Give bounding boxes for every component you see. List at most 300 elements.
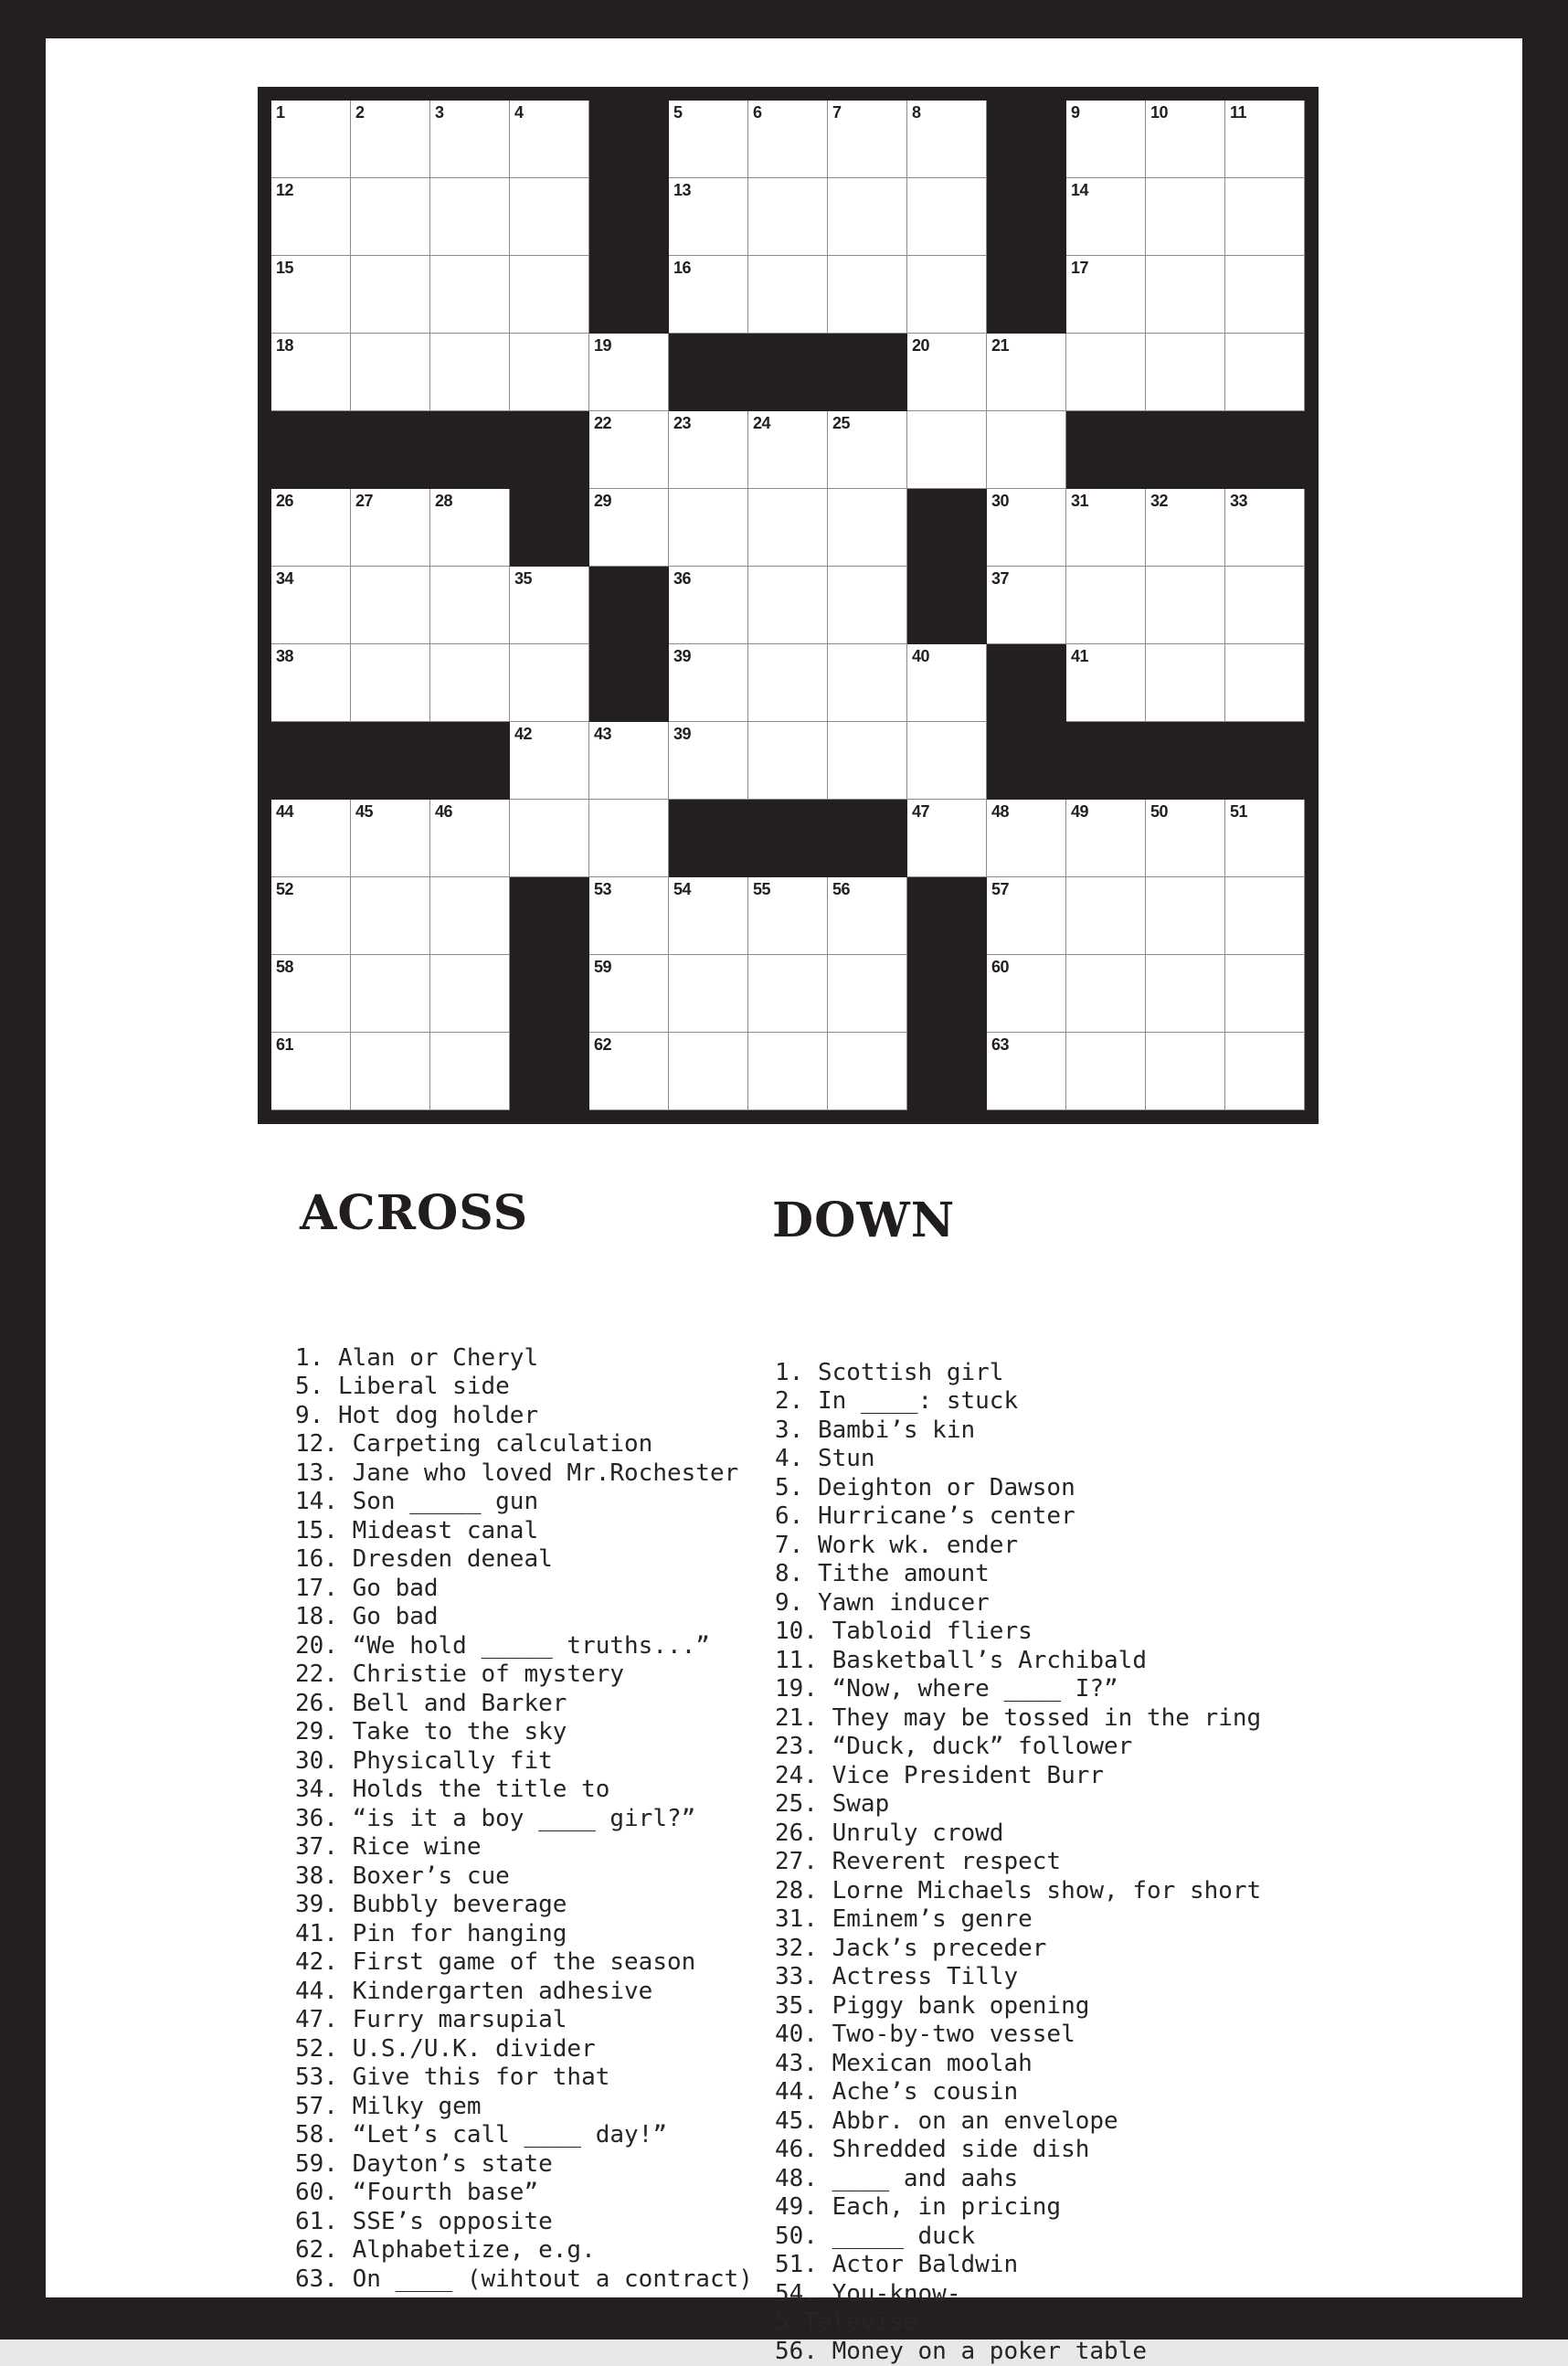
grid-cell-black	[987, 101, 1066, 178]
grid-cell[interactable]	[1066, 800, 1146, 877]
cell-number: 18	[276, 335, 293, 355]
down-clue-item: 10. Tabloid fliers	[775, 1618, 1261, 1647]
cell-number: 28	[435, 491, 452, 511]
cell-number: 53	[594, 879, 611, 899]
cell-number: 55	[753, 879, 770, 899]
grid-cell[interactable]	[987, 877, 1066, 955]
grid-cell[interactable]	[1225, 567, 1305, 644]
grid-cell-black	[430, 411, 510, 489]
grid-cell[interactable]	[1146, 1033, 1225, 1110]
grid-cell[interactable]	[907, 800, 987, 877]
across-clue-item: 16. Dresden deneal	[295, 1545, 753, 1575]
grid-cell-black	[1066, 722, 1146, 800]
grid-cell[interactable]	[669, 955, 748, 1033]
grid-cell-black	[589, 178, 669, 256]
grid-cell[interactable]	[1066, 955, 1146, 1033]
cell-number: 40	[912, 646, 929, 666]
grid-cell-black	[748, 800, 828, 877]
grid-cell[interactable]	[1066, 101, 1146, 178]
grid-cell[interactable]	[828, 489, 907, 567]
grid-cell[interactable]	[589, 955, 669, 1033]
grid-cell[interactable]	[430, 256, 510, 334]
down-heading: DOWN	[772, 1195, 955, 1247]
cell-number: 12	[276, 180, 293, 200]
cell-number: 8	[912, 102, 921, 122]
grid-cell[interactable]	[589, 722, 669, 800]
grid-cell[interactable]	[907, 644, 987, 722]
grid-cell[interactable]	[589, 411, 669, 489]
grid-cell-black	[987, 644, 1066, 722]
grid-cell[interactable]	[589, 334, 669, 411]
grid-cell[interactable]	[271, 800, 351, 877]
across-clue-item: 34. Holds the title to	[295, 1776, 753, 1805]
grid-cell-black	[907, 877, 987, 955]
cell-number: 32	[1150, 491, 1168, 511]
across-clue-item: 38. Boxer’s cue	[295, 1862, 753, 1892]
down-clue-item: 24. Vice President Burr	[775, 1762, 1261, 1791]
down-clue-item: 49. Each, in pricing	[775, 2193, 1261, 2223]
grid-cell[interactable]	[1225, 644, 1305, 722]
across-clue-item: 5. Liberal side	[295, 1373, 753, 1402]
grid-cell[interactable]	[1225, 877, 1305, 955]
grid-cell[interactable]	[907, 256, 987, 334]
grid-cell[interactable]	[1225, 1033, 1305, 1110]
grid-cell[interactable]	[271, 877, 351, 955]
cell-number: 10	[1150, 102, 1168, 122]
down-clue-item: 32. Jack’s preceder	[775, 1935, 1261, 1964]
grid-cell-black	[828, 334, 907, 411]
grid-cell[interactable]	[510, 101, 589, 178]
grid-cell[interactable]	[828, 567, 907, 644]
grid-cell[interactable]	[351, 256, 430, 334]
grid-cell[interactable]	[351, 955, 430, 1033]
cell-number: 59	[594, 957, 611, 977]
grid-cell[interactable]	[430, 955, 510, 1033]
cell-number: 5	[673, 102, 683, 122]
grid-cell[interactable]	[748, 489, 828, 567]
across-clue-item: 22. Christie of mystery	[295, 1660, 753, 1690]
cell-number: 47	[912, 801, 929, 822]
down-clue-item: 9. Yawn inducer	[775, 1589, 1261, 1618]
grid-cell-black	[1225, 722, 1305, 800]
grid-cell[interactable]	[271, 101, 351, 178]
grid-cell[interactable]	[351, 800, 430, 877]
cell-number: 36	[673, 568, 691, 589]
down-clue-item: 46. Shredded side dish	[775, 2136, 1261, 2165]
cell-number: 14	[1071, 180, 1088, 200]
grid-cell[interactable]	[1066, 567, 1146, 644]
grid-cell[interactable]	[987, 411, 1066, 489]
cell-number: 46	[435, 801, 452, 822]
cell-number: 17	[1071, 258, 1088, 278]
grid-cell[interactable]	[669, 877, 748, 955]
down-clue-item: 54. You-know-______	[775, 2280, 1261, 2309]
grid-cell-black	[351, 411, 430, 489]
cell-number: 60	[991, 957, 1009, 977]
grid-cell[interactable]	[510, 334, 589, 411]
cell-number: 23	[673, 413, 691, 433]
across-clue-item: 17. Go bad	[295, 1575, 753, 1604]
grid-cell[interactable]	[828, 256, 907, 334]
grid-cell[interactable]	[1146, 256, 1225, 334]
grid-cell[interactable]	[351, 1033, 430, 1110]
grid-cell-black	[510, 489, 589, 567]
grid-cell[interactable]	[1146, 877, 1225, 955]
down-clue-item: 50. _____ duck	[775, 2223, 1261, 2252]
down-clue-item: 23. “Duck, duck” follower	[775, 1733, 1261, 1762]
down-clue-item: 1. Scottish girl	[775, 1359, 1261, 1388]
grid-cell[interactable]	[1066, 334, 1146, 411]
grid-cell[interactable]	[271, 178, 351, 256]
across-clue-item: 13. Jane who loved Mr.Rochester	[295, 1459, 753, 1489]
grid-cell[interactable]	[589, 877, 669, 955]
down-clue-item: 35. Piggy bank opening	[775, 1992, 1261, 2021]
grid-cell-black	[510, 411, 589, 489]
cell-number: 38	[276, 646, 293, 666]
grid-cell[interactable]	[669, 489, 748, 567]
grid-cell[interactable]	[748, 101, 828, 178]
across-clue-list	[295, 1257, 753, 2294]
across-clue-item: 53. Give this for that	[295, 2064, 753, 2093]
grid-cell[interactable]	[748, 411, 828, 489]
grid-cell[interactable]	[669, 178, 748, 256]
grid-cell[interactable]	[907, 178, 987, 256]
grid-cell[interactable]	[1146, 955, 1225, 1033]
grid-cell[interactable]	[828, 411, 907, 489]
cell-number: 27	[355, 491, 373, 511]
cell-number: 35	[514, 568, 532, 589]
grid-cell[interactable]	[430, 1033, 510, 1110]
grid-cell[interactable]	[669, 722, 748, 800]
across-clue-item: 14. Son _____ gun	[295, 1488, 753, 1517]
grid-cell[interactable]	[430, 567, 510, 644]
grid-cell[interactable]	[351, 877, 430, 955]
crossword-grid	[271, 101, 1305, 1110]
cell-number: 2	[355, 102, 365, 122]
cell-number: 42	[514, 724, 532, 744]
down-clue-list	[775, 1272, 1261, 2366]
grid-cell[interactable]	[669, 411, 748, 489]
across-clue-item: 61. SSE’s opposite	[295, 2208, 753, 2237]
grid-cell[interactable]	[828, 877, 907, 955]
cell-number: 63	[991, 1034, 1009, 1055]
grid-cell[interactable]	[1225, 955, 1305, 1033]
cell-number: 31	[1071, 491, 1088, 511]
cell-number: 61	[276, 1034, 293, 1055]
across-clue-item: 62. Alphabetize, e.g.	[295, 2236, 753, 2265]
down-clue-item: 2. In ____: stuck	[775, 1387, 1261, 1416]
across-heading: ACROSS	[300, 1188, 528, 1239]
grid-cell[interactable]	[271, 567, 351, 644]
grid-cell[interactable]	[748, 644, 828, 722]
grid-cell[interactable]	[1066, 877, 1146, 955]
grid-cell[interactable]	[351, 644, 430, 722]
grid-cell[interactable]	[1066, 489, 1146, 567]
cell-number: 44	[276, 801, 293, 822]
grid-cell-black	[748, 334, 828, 411]
down-clue-item: 19. “Now, where ____ I?”	[775, 1675, 1261, 1704]
grid-cell[interactable]	[589, 1033, 669, 1110]
cell-number: 7	[832, 102, 842, 122]
down-clue-item: 33. Actress Tilly	[775, 1963, 1261, 1992]
cell-number: 51	[1230, 801, 1247, 822]
cell-number: 50	[1150, 801, 1168, 822]
grid-cell-black	[589, 256, 669, 334]
grid-cell-black	[1066, 411, 1146, 489]
grid-cell[interactable]	[987, 955, 1066, 1033]
grid-cell-black	[669, 800, 748, 877]
down-clue-item: 27. Reverent respect	[775, 1848, 1261, 1877]
grid-cell[interactable]	[510, 178, 589, 256]
grid-cell[interactable]	[669, 256, 748, 334]
down-clue-item: 26. Unruly crowd	[775, 1820, 1261, 1849]
down-clue-item: 56. Money on a poker table	[775, 2338, 1261, 2366]
grid-cell[interactable]	[1066, 256, 1146, 334]
grid-cell[interactable]	[1225, 178, 1305, 256]
grid-cell[interactable]	[510, 800, 589, 877]
across-clue-item: 63. On ____ (wihtout a contract)	[295, 2265, 753, 2295]
grid-cell-black	[907, 489, 987, 567]
grid-cell[interactable]	[430, 644, 510, 722]
cell-number: 19	[594, 335, 611, 355]
across-clue-item: 9. Hot dog holder	[295, 1402, 753, 1431]
down-clue-item: 5 Televise	[775, 2308, 1261, 2338]
grid-cell[interactable]	[1146, 800, 1225, 877]
grid-cell[interactable]	[669, 1033, 748, 1110]
grid-cell[interactable]	[351, 178, 430, 256]
grid-cell-black	[907, 567, 987, 644]
grid-cell[interactable]	[669, 644, 748, 722]
grid-cell[interactable]	[907, 101, 987, 178]
cell-number: 33	[1230, 491, 1247, 511]
grid-cell[interactable]	[1225, 256, 1305, 334]
grid-cell[interactable]	[1066, 178, 1146, 256]
down-clue-item: 8. Tithe amount	[775, 1560, 1261, 1589]
cell-number: 37	[991, 568, 1009, 589]
grid-cell-black	[510, 955, 589, 1033]
grid-cell[interactable]	[430, 101, 510, 178]
grid-cell[interactable]	[430, 178, 510, 256]
across-clue-item: 37. Rice wine	[295, 1833, 753, 1862]
grid-cell[interactable]	[271, 644, 351, 722]
cell-number: 15	[276, 258, 293, 278]
across-clue-item: 39. Bubbly beverage	[295, 1891, 753, 1920]
cell-number: 9	[1071, 102, 1080, 122]
across-clue-item: 1. Alan or Cheryl	[295, 1344, 753, 1374]
grid-cell-black	[271, 411, 351, 489]
grid-cell[interactable]	[430, 877, 510, 955]
grid-cell-black	[907, 955, 987, 1033]
cell-number: 4	[514, 102, 524, 122]
cell-number: 25	[832, 413, 850, 433]
grid-cell-black	[907, 1033, 987, 1110]
down-clue-item: 4. Stun	[775, 1445, 1261, 1474]
grid-cell[interactable]	[828, 101, 907, 178]
grid-cell[interactable]	[987, 800, 1066, 877]
across-clue-item: 57. Milky gem	[295, 2093, 753, 2122]
grid-cell[interactable]	[828, 644, 907, 722]
grid-cell[interactable]	[1225, 489, 1305, 567]
grid-cell[interactable]	[1225, 101, 1305, 178]
cell-number: 24	[753, 413, 770, 433]
cell-number: 54	[673, 879, 691, 899]
cell-number: 43	[594, 724, 611, 744]
down-clue-item: 44. Ache’s cousin	[775, 2078, 1261, 2107]
cell-number: 20	[912, 335, 929, 355]
across-clue-item: 42. First game of the season	[295, 1948, 753, 1978]
grid-cell[interactable]	[271, 489, 351, 567]
grid-cell-black	[987, 178, 1066, 256]
grid-cell[interactable]	[987, 1033, 1066, 1110]
across-clue-item: 12. Carpeting calculation	[295, 1430, 753, 1459]
cell-number: 3	[435, 102, 444, 122]
grid-cell-black	[589, 101, 669, 178]
grid-cell[interactable]	[907, 722, 987, 800]
grid-cell-black	[1225, 411, 1305, 489]
grid-cell-black	[510, 877, 589, 955]
grid-cell[interactable]	[271, 955, 351, 1033]
cell-number: 52	[276, 879, 293, 899]
grid-cell[interactable]	[351, 334, 430, 411]
grid-cell-black	[987, 256, 1066, 334]
grid-cell[interactable]	[748, 567, 828, 644]
grid-cell[interactable]	[1225, 800, 1305, 877]
grid-cell[interactable]	[1146, 178, 1225, 256]
across-clue-item: 26. Bell and Barker	[295, 1690, 753, 1719]
cell-number: 57	[991, 879, 1009, 899]
grid-cell[interactable]	[510, 722, 589, 800]
cell-number: 45	[355, 801, 373, 822]
cell-number: 58	[276, 957, 293, 977]
cell-number: 1	[276, 102, 285, 122]
grid-cell[interactable]	[1066, 644, 1146, 722]
grid-cell[interactable]	[510, 567, 589, 644]
across-clue-item: 29. Take to the sky	[295, 1718, 753, 1747]
grid-cell[interactable]	[987, 334, 1066, 411]
grid-cell[interactable]	[1146, 567, 1225, 644]
grid-cell[interactable]	[589, 489, 669, 567]
cell-number: 21	[991, 335, 1009, 355]
grid-cell[interactable]	[1066, 1033, 1146, 1110]
grid-cell-black	[828, 800, 907, 877]
grid-cell[interactable]	[748, 256, 828, 334]
grid-cell[interactable]	[828, 722, 907, 800]
cell-number: 29	[594, 491, 611, 511]
cell-number: 39	[673, 724, 691, 744]
grid-cell-black	[589, 567, 669, 644]
grid-cell[interactable]	[828, 178, 907, 256]
down-clue-item: 11. Basketball’s Archibald	[775, 1647, 1261, 1676]
grid-cell[interactable]	[351, 567, 430, 644]
across-clue-item: 60. “Fourth base”	[295, 2179, 753, 2208]
across-clue-item: 58. “Let’s call ____ day!”	[295, 2121, 753, 2150]
down-clue-item: 43. Mexican moolah	[775, 2050, 1261, 2079]
grid-cell[interactable]	[271, 1033, 351, 1110]
grid-cell[interactable]	[669, 567, 748, 644]
cell-number: 13	[673, 180, 691, 200]
down-clue-item: 7. Work wk. ender	[775, 1532, 1261, 1561]
across-clue-item: 59. Dayton’s state	[295, 2150, 753, 2180]
grid-cell[interactable]	[748, 877, 828, 955]
cell-number: 49	[1071, 801, 1088, 822]
grid-cell[interactable]	[351, 489, 430, 567]
grid-cell-black	[351, 722, 430, 800]
grid-cell[interactable]	[1146, 644, 1225, 722]
grid-cell[interactable]	[669, 101, 748, 178]
grid-cell[interactable]	[748, 1033, 828, 1110]
cell-number: 6	[753, 102, 762, 122]
across-clue-item: 15. Mideast canal	[295, 1517, 753, 1546]
down-clue-item: 6. Hurricane’s center	[775, 1502, 1261, 1532]
down-clue-item: 48. ____ and aahs	[775, 2165, 1261, 2194]
grid-cell[interactable]	[987, 489, 1066, 567]
grid-cell[interactable]	[748, 722, 828, 800]
cell-number: 56	[832, 879, 850, 899]
grid-cell-black	[1146, 411, 1225, 489]
grid-cell[interactable]	[828, 955, 907, 1033]
grid-cell-black	[510, 1033, 589, 1110]
cell-number: 22	[594, 413, 611, 433]
grid-cell-black	[430, 722, 510, 800]
cell-number: 48	[991, 801, 1009, 822]
grid-cell[interactable]	[1146, 334, 1225, 411]
down-clue-item: 51. Actor Baldwin	[775, 2251, 1261, 2280]
grid-cell[interactable]	[987, 567, 1066, 644]
down-clue-item: 25. Swap	[775, 1790, 1261, 1820]
grid-cell[interactable]	[430, 334, 510, 411]
across-clue-item: 47. Furry marsupial	[295, 2006, 753, 2035]
grid-cell-black	[589, 644, 669, 722]
down-clue-item: 31. Eminem’s genre	[775, 1905, 1261, 1935]
cell-number: 34	[276, 568, 293, 589]
grid-cell[interactable]	[271, 256, 351, 334]
grid-cell[interactable]	[351, 101, 430, 178]
grid-cell[interactable]	[748, 178, 828, 256]
grid-cell[interactable]	[430, 489, 510, 567]
down-clue-item: 45. Abbr. on an envelope	[775, 2107, 1261, 2137]
grid-cell-black	[669, 334, 748, 411]
grid-cell[interactable]	[271, 334, 351, 411]
down-clue-item: 28. Lorne Michaels show, for short	[775, 1877, 1261, 1906]
across-clue-item: 30. Physically fit	[295, 1747, 753, 1777]
grid-cell[interactable]	[828, 1033, 907, 1110]
grid-cell[interactable]	[589, 800, 669, 877]
grid-cell[interactable]	[1225, 334, 1305, 411]
cell-number: 62	[594, 1034, 611, 1055]
cell-number: 11	[1230, 102, 1246, 122]
grid-cell[interactable]	[1146, 489, 1225, 567]
grid-cell[interactable]	[907, 411, 987, 489]
grid-cell-black	[271, 722, 351, 800]
cell-number: 26	[276, 491, 293, 511]
down-clue-item: 40. Two-by-two vessel	[775, 2021, 1261, 2050]
grid-cell[interactable]	[510, 644, 589, 722]
across-clue-item: 20. “We hold _____ truths...”	[295, 1632, 753, 1661]
across-clue-item: 52. U.S./U.K. divider	[295, 2035, 753, 2064]
cell-number: 39	[673, 646, 691, 666]
grid-cell[interactable]	[907, 334, 987, 411]
grid-cell[interactable]	[510, 256, 589, 334]
grid-cell[interactable]	[430, 800, 510, 877]
crossword-grid-frame	[258, 87, 1319, 1124]
down-clue-item: 3. Bambi’s kin	[775, 1416, 1261, 1446]
across-clue-item: 41. Pin for hanging	[295, 1920, 753, 1949]
grid-cell[interactable]	[1146, 101, 1225, 178]
grid-cell[interactable]	[748, 955, 828, 1033]
cell-number: 41	[1071, 646, 1088, 666]
across-clue-item: 44. Kindergarten adhesive	[295, 1978, 753, 2007]
grid-cell-black	[1146, 722, 1225, 800]
